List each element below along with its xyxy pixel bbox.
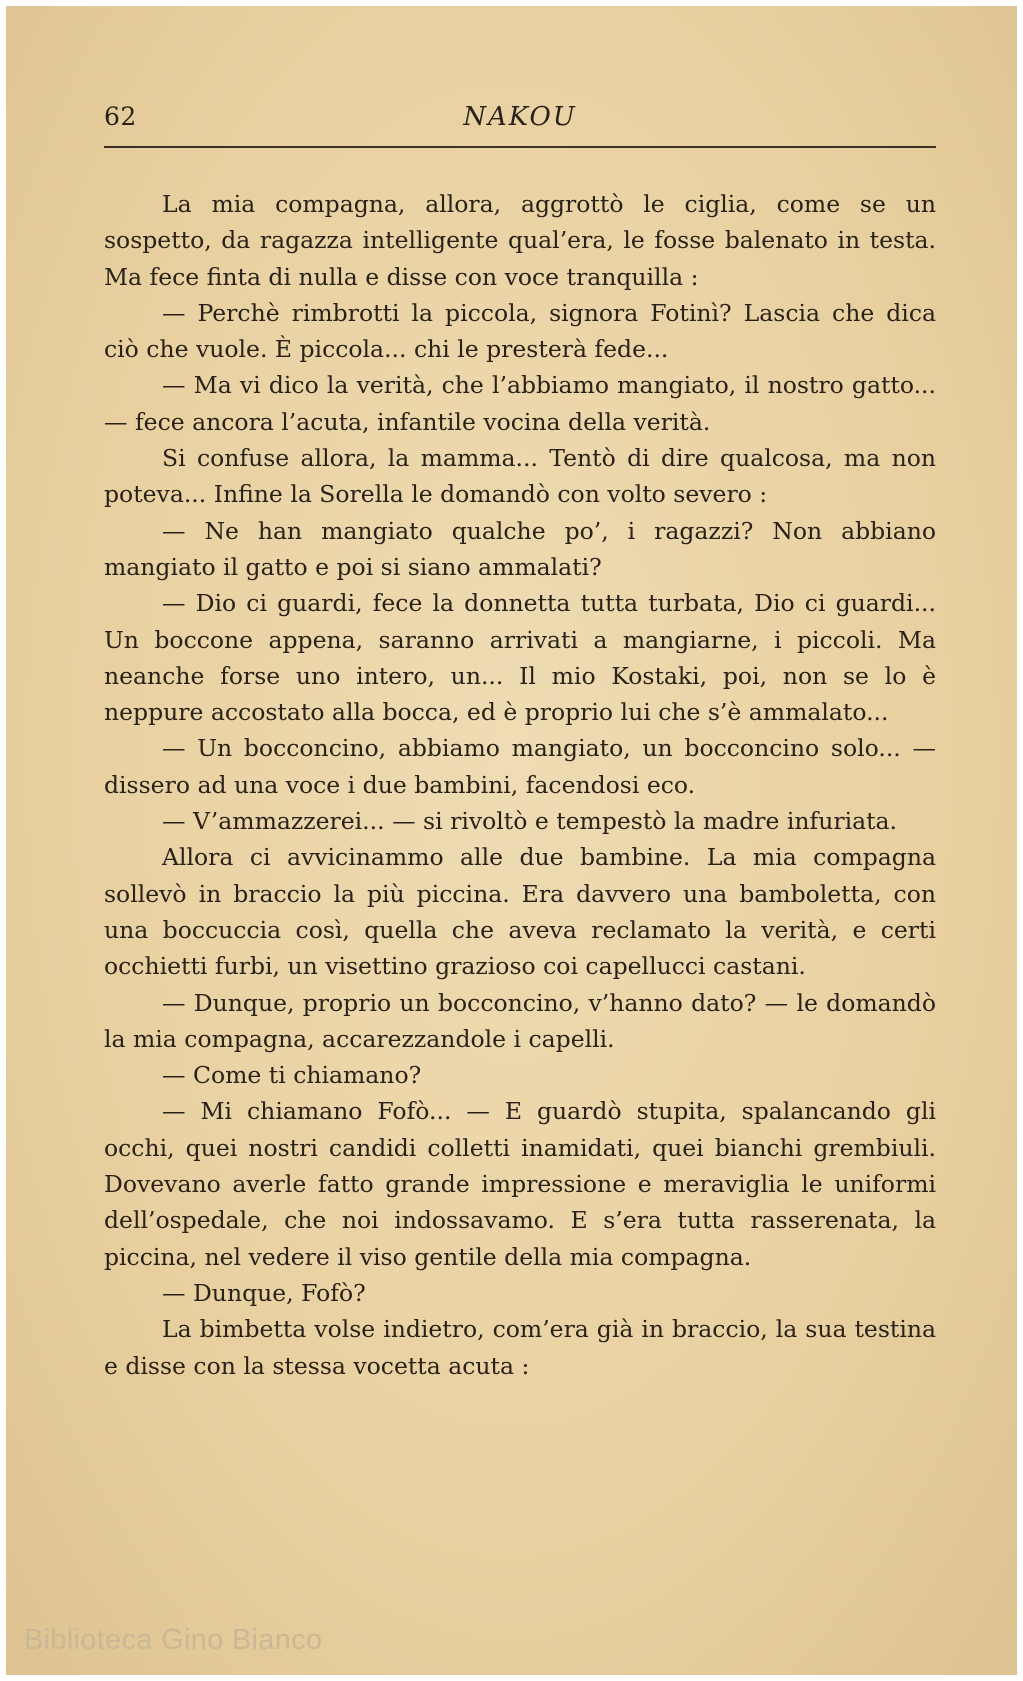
page-number: 62 <box>104 102 137 131</box>
paragraph: — Dunque, Fofò? <box>162 1278 366 1307</box>
library-watermark: Biblioteca Gino Bianco <box>24 1624 323 1656</box>
page-header <box>104 98 936 146</box>
paragraph: — V’ammazzerei... — si rivoltò e tempestò la madre infuriata. <box>162 807 898 836</box>
paragraph: — Mi chiamano Fofò... — E guardò stupita, spalancando gli occhi, quei nostri candidi colletti inamidati, quei bianchi grembiuli. Dovevano averle fatto grande impressione e meraviglia le uniformi dell’ospedale, che noi indossavamo. E s’era tutta rasserenata, la piccina, nel vedere il viso gentile della mia compagna. <box>104 1097 936 1271</box>
paragraph: Si confuse allora, la mamma... Tentò di dire qualcosa, ma non poteva... Infine la Sorella le domandò con volto severo : <box>104 444 936 509</box>
paragraph: Allora ci avvicinammo alle due bambine. La mia compagna sollevò in braccio la più piccina. Era davvero una bamboletta, con una boccuccia così, quella che aveva reclamato la verità, e certi occhietti furbi, un visettino grazioso coi capellucci castani. <box>104 843 936 981</box>
paragraph: La bimbetta volse indietro, com’era già in braccio, la sua testina e disse con la stessa vocetta acuta : <box>104 1315 936 1380</box>
header-rule <box>104 146 936 148</box>
paragraph: — Perchè rimbrotti la piccola, signora Fotinì? Lascia che dica ciò che vuole. È piccola... chi le presterà fede... <box>104 298 936 364</box>
body-text <box>104 186 936 1384</box>
paragraph: La mia compagna, allora, aggrottò le ciglia, come se un sospetto, da ragazza intelligente qual’era, le fosse balenato in testa. Ma fece finta di nulla e disse con voce tranquilla : <box>104 190 936 291</box>
paragraph: — Dunque, proprio un bocconcino, v’hanno dato? — le domandò la mia compagna, accarezzandole i capelli. <box>104 988 936 1053</box>
book-page <box>6 6 1017 1675</box>
paragraph: — Ma vi dico la verità, che l’abbiamo mangiato, il nostro gatto... — fece ancora l’acuta, infantile vocina della verità. <box>104 371 936 436</box>
paragraph: — Come ti chiamano? <box>162 1061 422 1090</box>
paragraph: — Dio ci guardi, fece la donnetta tutta turbata, Dio ci guardi... Un boccone appena, saranno arrivati a mangiarne, i piccoli. Ma neanche forse uno intero, un... Il mio Kostaki, poi, non se lo è neppure accostato alla bocca, ed è proprio lui che s’è ammalato... <box>104 589 936 727</box>
paragraph: — Un bocconcino, abbiamo mangiato, un bocconcino solo... — dissero ad una voce i due bambini, facendosi eco. <box>104 734 936 799</box>
paragraph: — Ne han mangiato qualche po’, i ragazzi? Non abbiano mangiato il gatto e poi si siano ammalati? <box>104 516 936 581</box>
running-title: NAKOU <box>463 102 577 132</box>
